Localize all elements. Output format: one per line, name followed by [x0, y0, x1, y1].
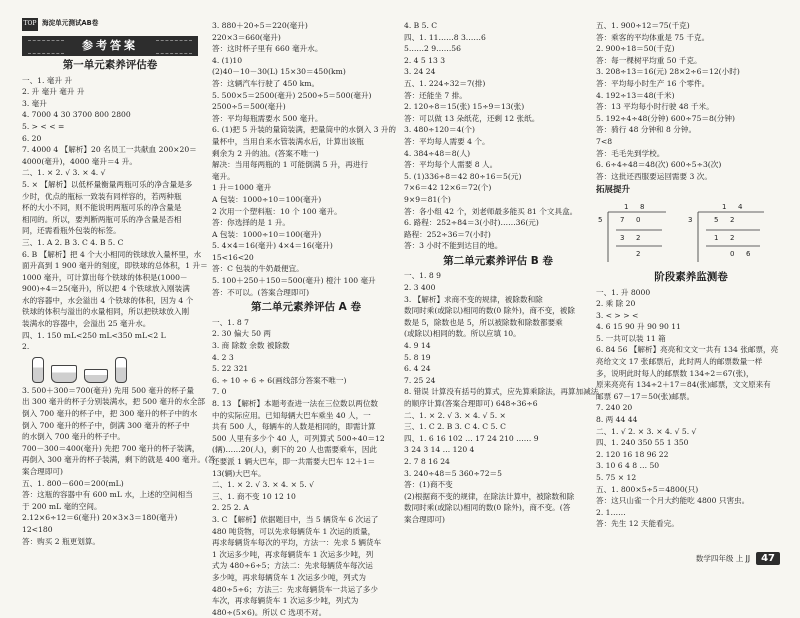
answer-line: 3. 商 除数 余数 被除数 [212, 341, 290, 351]
answer-line: 7. 25 24 [404, 375, 436, 385]
answer-line: 5. 22 321 [212, 364, 249, 374]
column-4 [596, 20, 786, 530]
answer-line: 答：平均每人需要 4 个。 [404, 136, 490, 146]
answer-line: 5. 8 19 [404, 352, 431, 362]
answer-line: 答：平均每个人需要 8 人。 [404, 160, 498, 170]
answer-line: 6. 路程：252÷84＝3(小时)……36(元) [404, 218, 539, 228]
answer-line: 2 次用一个塑料瓶：10 个 100 毫升。 [212, 206, 342, 216]
answer-line: 三、1. C 2. B 3. C 4. C 5. C [404, 422, 506, 432]
answer-line: 四、1. 240 350 55 1 350 [596, 438, 689, 448]
answer-line: A 包装：1000÷10＝100(毫升) [212, 229, 322, 239]
answer-line: 答：乘客的平均体重是 75 千克。 [596, 32, 710, 42]
answer-line: 数同时乘(或除以)相同的数(0 除外)，商不变，被除 [404, 306, 575, 316]
answer-line: 5. (1)336÷8＝42 80÷16＝5(元) [404, 171, 522, 181]
answer-line: 式为 480÷6÷5；方法二：先求每辆货车每次运 [212, 561, 373, 571]
svg-text:1: 1 [624, 202, 629, 211]
answer-line: 答：购买 2 瓶更划算。 [22, 536, 101, 546]
answer-line: 五、1. 900÷12＝75(千克) [596, 21, 690, 30]
answer-line: 答：这瓶的容器中有 600 mL 水，上述的空间相当 [22, 490, 193, 500]
svg-text:5: 5 [714, 215, 719, 224]
answer-line: 的水倒入 700 毫升的杯子中。 [22, 432, 125, 442]
answer-line: 5. 4×4＝16(毫升) 4×4＝16(毫升) [212, 241, 333, 251]
answer-line: 4. 384÷48＝8(人) [404, 148, 471, 158]
answer-line: 三、1. 商不变 10 12 10 [212, 491, 296, 501]
column-2-top-lines [212, 20, 400, 298]
answer-line: 答：这时杯子里有 660 毫升水。 [212, 44, 323, 54]
section-title-unit1: 第一单元素养评估卷 [62, 59, 158, 71]
answer-line: 7<8 [596, 136, 613, 146]
answer-line: 8. 两 44 44 [596, 415, 638, 425]
answer-line: 二、1. × 2. √ 3. × 4. × 5. √ [212, 480, 314, 490]
svg-text:6: 6 [746, 249, 751, 258]
page-number: 47 [756, 552, 780, 565]
answer-line: 480÷(5×6)。所以 C 选项不对。 [212, 607, 327, 617]
answer-line: 3. 240÷48＝5 360÷72＝5 [404, 468, 502, 478]
answer-line: 5. 75 × 12 [596, 473, 637, 482]
answer-line: 路程：252÷36＝7(小时) [404, 229, 491, 239]
answer-line: 原来亮亮有 134÷2＋17＝84(张)邮票，文文原来有 [596, 380, 771, 390]
answer-line: 3 24 3 14 … 120 4 [404, 445, 475, 455]
answer-line: 案合理即可) [404, 514, 445, 524]
answer-line: 于 200 mL 毫的空间。 [22, 501, 102, 511]
container-figure [115, 357, 127, 383]
answer-line: 再求每辆货车每次的平均，方法一：先求 5 辆货车 [212, 538, 382, 548]
column-2-bottom-lines [212, 317, 400, 618]
answer-line: 邮票 67－17＝50(张)邮票。 [596, 391, 695, 401]
answer-line: 答：还能坐 7 排。 [404, 90, 467, 100]
answer-line: 8. 13 【解析】本题考查进一法在三位数以两位数 [212, 399, 379, 408]
answer-line: 9×9＝81(个) [404, 194, 451, 204]
answer-line: 答：可以做 13 朵纸花，还剩 12 张纸。 [404, 113, 540, 123]
answer-line: 三、1. A 2. B 3. C 4. B 5. C [22, 237, 124, 247]
column-4-top-lines [596, 20, 786, 182]
answer-line: 3. 24 24 [404, 67, 436, 77]
answer-line: 答：平均每小时生产 16 个零件。 [596, 78, 710, 88]
answer-line: 答：(1)商不变 [404, 480, 453, 490]
answer-line: 答：不可以。(答案合理即可) [212, 287, 310, 297]
answer-line: 480 吨货物，可以先求每辆货车 1 次运的质量， [212, 526, 376, 536]
answer-line: 答：3 小时不能到达目的地。 [404, 241, 503, 251]
answer-line: 5. > < < = [22, 121, 65, 131]
answer-line: 2. 3 400 [404, 283, 436, 293]
answer-line: 2. 120 16 18 96 22 [596, 449, 669, 459]
answer-line: 答：每一棵树平均重 50 千克。 [596, 55, 702, 65]
container-figure [84, 369, 108, 383]
answer-line: 4. 2 3 [212, 352, 234, 362]
answer-line: 3. C 【解析】依据题目中，当 5 辆货车 6 次运了 [212, 514, 379, 524]
answer-line: 少时，优点的瓶标一致装有同样容的，若两种瓶 [22, 191, 182, 201]
answer-line: 5. 一共可以装 11 箱 [596, 333, 666, 343]
answer-line: 3. 【解析】求商不变的规律，被除数和除 [404, 294, 543, 304]
answer-line: 2. 900÷18＝50(千克) [596, 44, 675, 54]
answer-line: 装满水的容器中，会溢出 25 毫升水。 [22, 319, 151, 329]
answer-line: (辆)……20(人)，剩下的 20 人也需要乘车，因此 [212, 445, 378, 455]
answer-line: 1 次运多少吨，再求每辆货车 1 次运多少吨，列 [212, 549, 374, 559]
answer-line: 四、1. 150 mL<250 mL<350 mL<2 L [22, 330, 166, 340]
svg-text:7: 7 [620, 215, 625, 224]
answer-line: 2. 25 2. A [212, 503, 249, 513]
answer-line: 答：各小组 42 个，刘老师最多能买 81 个文具盒。 [404, 206, 578, 216]
answer-line: 二、1. × 2. √ 3. × 4. √ [22, 168, 106, 178]
answer-line: 再倒入 300 毫升的杯子装满，剩下的就是 400 毫升。(答 [22, 455, 216, 465]
section-title-stage-test: 阶段素养监测卷 [654, 270, 728, 283]
answer-line: 220×3＝660(毫升) [212, 32, 281, 42]
answer-line: 的顺序计算(答案合理即可) 648÷36÷6 [404, 399, 538, 408]
svg-text:2: 2 [636, 249, 641, 258]
answer-line: 量杯中，当用自来水管装满水后，计算出该瓶 [212, 136, 364, 146]
answer-line: 答：毛毛先到学校。 [596, 148, 665, 158]
svg-text:5: 5 [598, 215, 603, 224]
answer-line: 五、1. 800－600＝200(mL) [22, 478, 124, 488]
answer-line: 5. × 【解析】以低杯量衡量两瓶可乐的净含量是多 [22, 179, 193, 189]
answer-line: 一、1. 升 8000 [596, 287, 651, 297]
answer-line: (2)根据商不变的规律，在除法计算中，被除数和除 [404, 491, 575, 501]
svg-text:1: 1 [714, 233, 719, 242]
answer-line: 4. 7000 4 30 3700 800 2800 [22, 110, 131, 120]
column-1 [22, 16, 216, 547]
svg-text:0: 0 [636, 215, 641, 224]
answer-banner: 参考答案 [22, 36, 198, 56]
answer-line: 4. 6 15 90 升 90 90 11 [596, 322, 681, 332]
footer-grade: 数学四年级 上 JJ [695, 554, 751, 563]
answer-line: 还要派 1 辆大巴车，即一共需要大巴车 12＋1＝ [212, 456, 376, 466]
answer-line: 出 300 毫升的杯子分别装满水，把 500 毫升的水全部 [22, 397, 205, 407]
answer-line: 700－300＝400(毫升) 先把 700 毫升的杯子装满， [22, 443, 200, 453]
answer-line: 4. 192÷13＝48(千米) [596, 90, 675, 100]
long-division-diagram [596, 200, 786, 268]
answer-line: 3. 毫升 [22, 98, 47, 108]
answer-line: 6. 4 24 [404, 364, 431, 374]
answer-line: 7. 0 [212, 387, 227, 397]
svg-text:0: 0 [730, 249, 735, 258]
column-4-bottom-lines [596, 287, 786, 530]
answer-line: 2.12×6÷12＝6(毫升) 20×3×3＝180(毫升) [22, 513, 178, 523]
svg-text:8: 8 [640, 202, 645, 211]
answer-line: 答：你选择的是 1 升。 [212, 218, 291, 228]
brand-logo [22, 16, 198, 32]
answer-line: 4000(毫升)，4000 毫升＝4 升。 [22, 156, 137, 166]
answer-line: (或除以)相同的数。所以应填 10。 [404, 329, 521, 339]
answer-line: 13(辆)大巴车。 [212, 468, 266, 478]
svg-text:2: 2 [730, 215, 735, 224]
answer-line: 3. 10 6 4 8 … 50 [596, 461, 660, 471]
column-2 [212, 20, 400, 618]
answer-line: 5. 100＋250＋150＝500(毫升) 橙汁 100 毫升 [212, 276, 376, 286]
answer-line: 6. ÷ 10 ÷ 6 ÷ 6(画线部分答案不唯一) [212, 375, 347, 385]
answer-line: 5……2 9……56 [404, 44, 461, 54]
column-3-bottom-lines [404, 270, 599, 525]
answer-line: 亮给文文 17 张邮票后，此时两人的邮票数量一样 [596, 357, 763, 367]
answer-line: 3. 880＋20÷5＝220(毫升) [212, 21, 308, 30]
answer-line: 3. 480÷120＝4(个) [404, 125, 475, 135]
answer-line: 面升高到 1 900 毫升的刻度，即铁球的总体积，1 升＝ [22, 261, 208, 271]
section-title-extension: 拓展提升 [596, 185, 631, 196]
answer-line: 2. [22, 342, 30, 352]
answer-line: 2. 4 5 13 3 [404, 55, 446, 65]
answer-line: 2. 7 8 16 24 [404, 456, 450, 466]
answer-line: 480÷5÷6；方法三：先求每辆货车一共运了多少 [212, 584, 378, 594]
answer-line: 答：先生 12 天能看完。 [596, 519, 679, 529]
answer-line: 答：骑行 48 分钟和 8 分钟。 [596, 125, 697, 135]
answer-line: 3. 208÷13＝16(元) 28×2÷6＝12(小时) [596, 67, 740, 77]
answer-line: 8. 错误 计算没有括号的算式，应先算乘除法，再算加减法 [404, 387, 599, 397]
answer-line: 2. 升 毫升 毫升 升 [22, 87, 85, 97]
answer-line: 7. 240 20 [596, 403, 633, 413]
svg-text:2: 2 [636, 233, 641, 242]
column-3 [404, 20, 599, 526]
answer-line: 数同时乘(或除以)相同的数(0 除外)，商不变。(答 [404, 503, 571, 513]
svg-text:3: 3 [620, 233, 625, 242]
answer-line: 5. 500×5＝2500(毫升) 2500÷5＝500(毫升) [212, 90, 372, 100]
answer-line: 4. 9 14 [404, 341, 431, 351]
answer-line: 相同的。所以，要判断两瓶可乐的净含量是否相 [22, 214, 182, 224]
answer-line: 倒入 700 毫升的杯子中，倒满 300 毫升的杯子中 [22, 420, 190, 430]
answer-line: 4. B 5. C [404, 21, 438, 30]
answer-line: 一、1. 毫升 升 [22, 75, 73, 85]
answer-line: 2. 30 偏大 50 两 [212, 329, 272, 339]
answer-line: 二、1. √ 2. × 3. × 4. √ 5. √ [596, 426, 697, 436]
svg-text:1: 1 [722, 202, 727, 211]
container-figure [51, 365, 77, 383]
answer-line: 多少吨，再求每辆货车 1 次运多少吨，列式为 [212, 572, 366, 582]
answer-line: 6. 84 56 【解析】亮亮和文文一共有 134 张邮票，亮 [596, 345, 779, 355]
answer-line: 3. 500＋300＝700(毫升) 先用 500 毫升的杯子量 [22, 385, 194, 395]
section-title-unit2-a: 第二单元素养评估 A 卷 [251, 301, 361, 314]
long-division-figures [596, 200, 786, 268]
answer-line: 12<180 [22, 524, 53, 534]
answer-line: 900)÷4＝25(毫升)，所以把 4 个铁球放入刚装满 [22, 284, 190, 294]
answer-line: 倒入 700 毫升的杯子中，把 300 毫升的杯子中的水 [22, 409, 198, 419]
answer-line: 水的容器中，水会溢出 4 个铁球的体积，因为 4 个 [22, 295, 194, 305]
answer-line: 一、1. 8 7 [212, 317, 249, 327]
answer-line: 2500÷5＝500(毫升) [212, 102, 286, 112]
answer-line: 一、1. 8 9 [404, 271, 441, 281]
brand-logo-box: TOP [22, 18, 38, 31]
column-3-top-lines [404, 20, 592, 252]
answer-line: 4. (1)10 [212, 55, 243, 65]
answer-line: 6. 6÷4÷48＝48(次) 600÷5÷3(次) [596, 160, 722, 170]
answer-line: 答：C 包装的牛奶最便宜。 [212, 264, 304, 274]
answer-line: 答：平均每瓶需要水 500 毫升。 [212, 113, 323, 123]
answer-line: 铁球的体积与溢出的水量相同，所以把铁球放入刚 [22, 307, 190, 317]
section-title-unit2-b: 第二单元素养评估 B 卷 [443, 254, 553, 267]
answer-line: 3. < > > < [596, 310, 639, 320]
svg-text:4: 4 [738, 202, 743, 211]
answer-line: 2. 120÷8＝15(张) 15÷9＝13(张) [404, 102, 525, 112]
answer-line: 2. 1…… [596, 507, 626, 517]
answer-line: 二、1. × 2. √ 3. × 4. √ 5. × [404, 410, 506, 420]
answer-line: 6. (1)把 5 升装的量筒装满，把量筒中的水倒入 3 升的 [212, 125, 397, 135]
page-footer [696, 552, 780, 565]
answer-line: 杯的大小不同，则不能说明两瓶可乐的净含量是 [22, 203, 182, 213]
answer-line: A 包装：1000÷10＝100(毫升) [212, 194, 322, 204]
answer-line: 五、1. 224÷32＝7(排) [404, 78, 486, 88]
container-figures [32, 355, 198, 383]
answer-line: 答：这只山雀一个月大约能吃 4800 只害虫。 [596, 496, 750, 506]
answer-line: (2)40－10－30(L) 15×30＝450(km) [212, 67, 346, 77]
answer-line: 案合理即可) [22, 467, 63, 476]
answer-line: 7×6＝42 12×6＝72(个) [404, 183, 492, 193]
answer-line: 同，还需看瓶外包装的标签。 [22, 226, 121, 236]
answer-line: 毫升。 [212, 171, 235, 181]
answer-line: 剩余为 2 升的油。(答案不唯一) [212, 148, 319, 158]
brand-logo-text: 海淀单元测试AB卷 [42, 19, 99, 28]
answer-line: 1000 毫升，可计算出每个铁球的体积是(1000－ [22, 272, 188, 282]
answer-line: 数是 5，除数也是 5，所以被除数和除数都要乘 [404, 317, 563, 327]
answer-line: 共有 500 人，每辆车的人数是相同的，即需计算 [212, 422, 376, 432]
answer-line: 车次，再求每辆货车 1 次运多少吨，列式为 [212, 596, 359, 606]
answer-line: 答：这辆汽车行驶了 450 km。 [212, 78, 320, 88]
column-1-lines [22, 75, 216, 548]
answer-line: 四、1. 11……8 3……6 [404, 32, 486, 42]
answer-line: 答：13 平均每小时行驶 48 千米。 [596, 102, 714, 112]
answer-line: 2. 乘 除 20 [596, 299, 636, 309]
answer-line: 多，说明此时每人的邮票数 134÷2＝67(张)， [596, 368, 754, 378]
svg-text:2: 2 [730, 233, 735, 242]
answer-line: 6. B 【解析】把 4 个大小相同的铁球放入量杯里，水 [22, 249, 202, 259]
answer-line: 15<16<20 [212, 252, 254, 262]
answer-line: 四、1. 6 16 102 … 17 24 210 …… 9 [404, 433, 539, 443]
answer-line: 1 升＝1000 毫升 [212, 183, 272, 193]
answer-line: 中的实际应用。已知每辆大巴车乘坐 40 人，一 [212, 410, 371, 420]
answer-line: 5. 192÷4÷48(分钟) 600÷75＝8(分钟) [596, 113, 735, 123]
answer-line: 五、1. 800×5÷5＝4800(只) [596, 484, 699, 494]
answer-line: 500 人里有多少个 40 人，可列算式 500÷40＝12 [212, 433, 385, 443]
answer-line: 6. 20 [22, 133, 42, 143]
answer-line: 解决：当用每两瓶的 1 可能倒满 5 升，再进行 [212, 160, 369, 170]
container-figure [32, 357, 44, 383]
svg-text:3: 3 [688, 215, 693, 224]
answer-line: 7. 4000 4 【解析】20 名员工一共献血 200×20＝ [22, 145, 197, 155]
answer-line: 答：这批还西服要运回需要 3 次。 [596, 171, 712, 181]
